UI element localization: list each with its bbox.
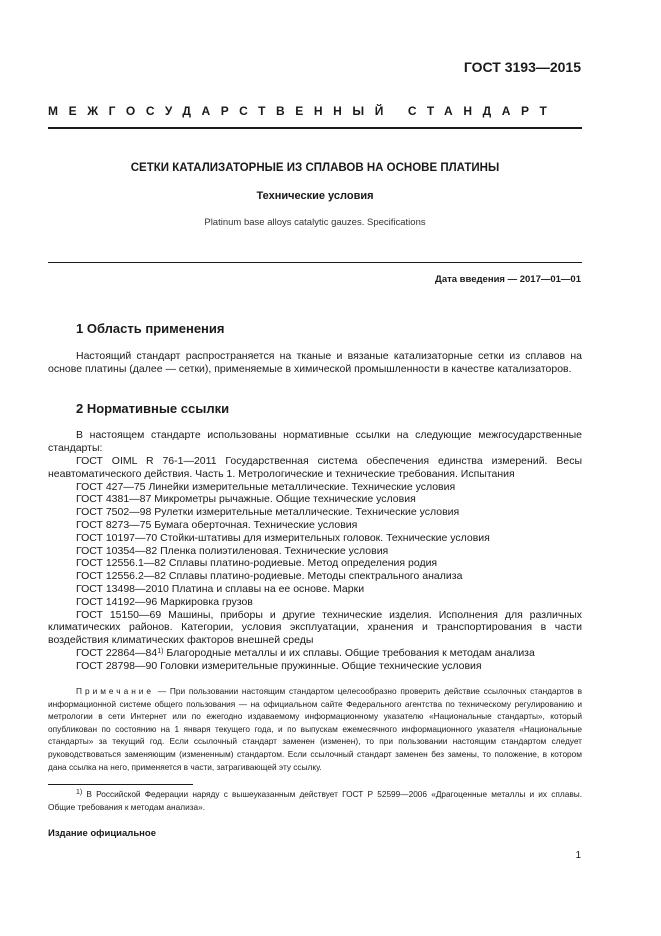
reference-text: ГОСТ 427—75 Линейки измерительные металлические. Технические условия: [76, 480, 456, 493]
reference-text: ГОСТ 10197—70 Стойки-штативы для измерительных головок. Технические условия: [76, 531, 490, 544]
reference-footnote-marker: 1): [157, 647, 164, 655]
edition-label: Издание официальное: [48, 828, 156, 839]
reference-text: ГОСТ 12556.2—82 Сплавы платино-родиевые. Методы спектрального анализа: [76, 570, 463, 583]
reference-item: [48, 455, 582, 481]
reference-text: ГОСТ 8273—75 Бумага оберточная. Технические условия: [76, 518, 358, 531]
english-title: Platinum base alloys catalytic gauzes. Specifications: [204, 217, 426, 228]
page-number: 1: [575, 850, 581, 861]
reference-item: [48, 660, 582, 673]
reference-item: [48, 570, 582, 583]
note-text: — При пользовании настоящим стандартом целесообразно проверить действие ссылочных стандартов в информационной системе общего пользования — на официальном сайте Федерального агентства по техническому регулированию и метрологии в сети Интернет или по ежегодно издаваемому информационному указателю «Национальные стандарты», который опубликован по состоянию на 1 января текущего года, и по выпускам ежемесячного информационного указателя «Национальные стандарты» за текущий год. Если ссылочный стандарт заменен (изменен), то при пользовании настоящим стандартом следует руководствоваться заменяющим (измененным) стандартом. Если ссылочный стандарт заменен без замены, то положение, в котором дана ссылка на него, применяется в части, затрагивающей эту ссылку.: [48, 686, 582, 772]
introduction-date: Дата введения — 2017—01—01: [435, 274, 581, 285]
reference-text: ГОСТ 12556.1—82 Сплавы платино-родиевые. Метод определения родия: [76, 557, 438, 570]
reference-item: [48, 506, 582, 519]
standard-banner: МЕЖГОСУДАРСТВЕННЫЙ СТАНДАРТ: [48, 104, 558, 118]
reference-text: ГОСТ 14192—96 Маркировка грузов: [76, 595, 253, 608]
reference-item: [48, 532, 582, 545]
document-title: СЕТКИ КАТАЛИЗАТОРНЫЕ ИЗ СПЛАВОВ НА ОСНОВЕ ПЛАТИНЫ: [130, 162, 500, 174]
reference-item: [48, 647, 582, 660]
reference-text: ГОСТ 4381—87 Микрометры рычажные. Общие технические условия: [76, 493, 416, 506]
section-2-heading: 2 Нормативные ссылки: [76, 401, 230, 416]
reference-text: ГОСТ 7502—98 Рулетки измерительные металлические. Технические условия: [76, 506, 460, 519]
footnote: [48, 788, 582, 813]
reference-text: ГОСТ 13498—2010 Платина и сплавы на ее основе. Марки: [76, 582, 365, 595]
reference-item: [48, 481, 582, 494]
reference-item: [48, 609, 582, 647]
section-2-intro-paragraph: В настоящем стандарте использованы нормативные ссылки на следующие межгосударственные стандарты:: [48, 429, 582, 454]
reference-text: ГОСТ 28798—90 Головки измерительные пружинные. Общие технические условия: [76, 659, 482, 672]
reference-item: [48, 583, 582, 596]
title-rule: [48, 262, 582, 263]
section-2-intro: [48, 429, 582, 455]
footnote-marker: 1): [76, 789, 83, 796]
header-rule: [48, 127, 582, 129]
section-1-paragraph: Настоящий стандарт распространяется на тканые и вязаные катализаторные сетки из сплавов на основе платины (далее — сетки), применяемые в химической промышленности в качестве катализаторов.: [48, 350, 582, 375]
footnote-text: В Российской Федерации наряду с вышеуказанным действует ГОСТ Р 52599—2006 «Драгоценные металлы и их сплавы. Общие требования к методам анализа».: [48, 789, 582, 812]
document-subtitle: Технические условия: [256, 190, 374, 202]
reference-text: ГОСТ OIML R 76-1—2011 Государственная система обеспечения единства измерений. Весы неавтоматического действия. Часть 1. Метрологические и технические требования. Испытания: [48, 455, 582, 480]
section-1-heading: 1 Область применения: [76, 321, 225, 336]
section-1-text: [48, 350, 582, 376]
normative-references-list: [48, 455, 582, 673]
reference-item: [48, 519, 582, 532]
reference-text: ГОСТ 10354—82 Пленка полиэтиленовая. Технические условия: [76, 544, 389, 557]
reference-text-rest: Благородные металлы и их сплавы. Общие требования к методам анализа: [163, 646, 535, 659]
reference-item: [48, 557, 582, 570]
footnote-rule: [48, 784, 193, 785]
note-label: Примечание: [76, 686, 155, 696]
reference-text: ГОСТ 15150—69 Машины, приборы и другие технические изделия. Исполнения для различных климатических районов. Категории, условия эксплуатации, хранения и транспортирования в части воздействия климатических факторов внешней среды: [48, 608, 582, 647]
reference-item: [48, 545, 582, 558]
note-block: [48, 685, 582, 773]
reference-item: [48, 596, 582, 609]
standard-number: ГОСТ 3193—2015: [463, 59, 581, 75]
reference-item: [48, 493, 582, 506]
reference-text: ГОСТ 22864—84: [76, 646, 158, 659]
